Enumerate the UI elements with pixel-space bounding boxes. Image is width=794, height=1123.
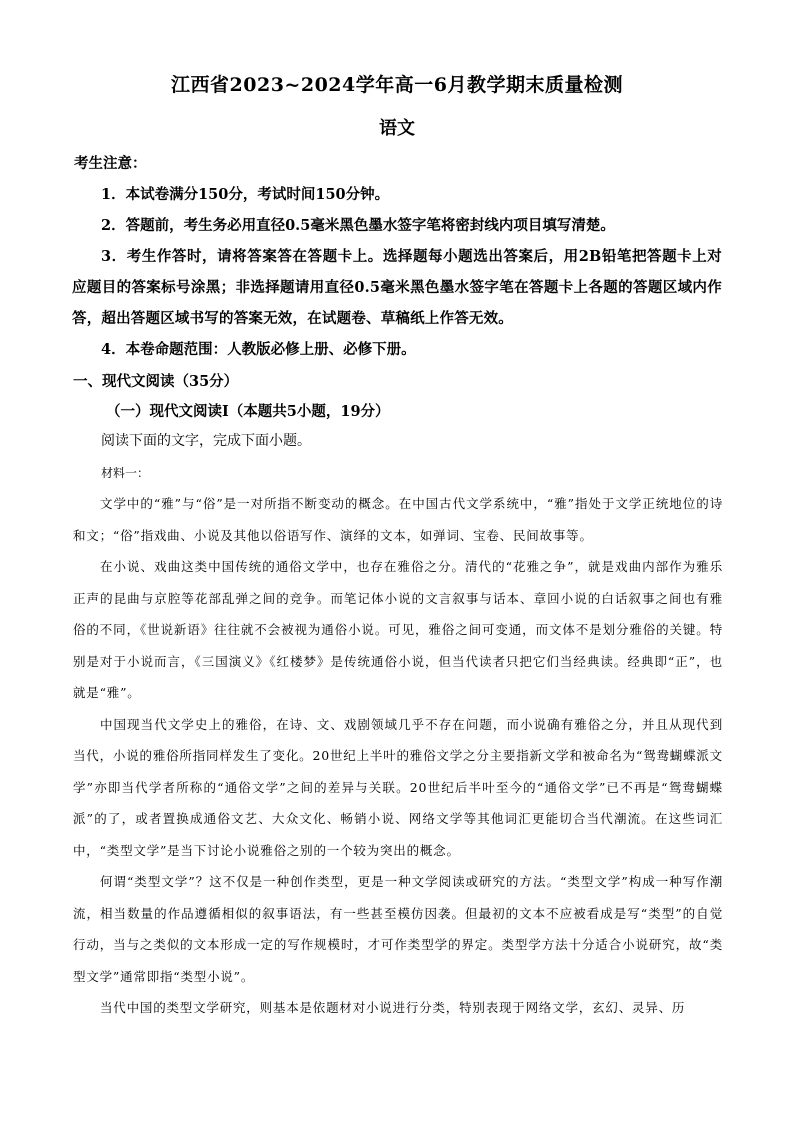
note-item-3: 3．考生作答时，请将答案答在答题卡上。选择题每小题选出答案后，用2B铅笔把答题卡上对应题目的答案标号涂黑；非选择题请用直径0.5毫米黑色墨水签字笔在答题卡上各题的答题区域内作答，超出答题区域书写的答案无效，在试题卷、草稿纸上作答无效。 xyxy=(72,248,722,327)
passage-paragraph: 文学中的“雅”与“俗”是一对所指不断变动的概念。在中国古代文学系统中，“雅”指处于文学正统地位的诗和文；“俗”指戏曲、小说及其他以俗语写作、演绎的文本，如弹词、宝卷、民间故事等。 xyxy=(73,496,723,543)
passage-paragraph: 当代中国的类型文学研究，则基本是依题材对小说进行分类，特别表现于网络文学，玄幻、灵异、历 xyxy=(100,1000,686,1015)
passage-paragraph: 在小说、戏曲这类中国传统的通俗文学中，也存在雅俗之分。清代的“花雅之争”，就是戏曲内部作为雅乐正声的昆曲与京腔等花部乱弹之间的竞争。而笔记体小说的文言叙事与话本、章回小说的白话叙事之间也有雅俗的不同，《世说新语》往往就不会被视为通俗小说。可见，雅俗之间可变通，而文体不是划分雅俗的关键。特别是对于小说而言，《三国演义》《红楼梦》是传统通俗小说，但当代读者只把它们当经典读。经典即“正”，也就是“雅”。 xyxy=(73,559,723,700)
notes-heading: 考生注意： xyxy=(74,155,147,172)
section-heading: 一、现代文阅读（35分） xyxy=(73,373,239,390)
exam-title: 江西省2023~2024学年高一6月教学期末质量检测 xyxy=(171,74,623,96)
reading-instruction: 阅读下面的文字，完成下面小题。 xyxy=(101,433,311,449)
passage-paragraph: 中国现当代文学史上的雅俗，在诗、文、戏剧领域几乎不存在问题，而小说确有雅俗之分，并且从现代到当代，小说的雅俗所指同样发生了变化。20世纪上半叶的雅俗文学之分主要指新文学和被命名为“鸳鸯蝴蝶派文学”亦即当代学者所称的“通俗文学”之间的差异与关联。20世纪后半叶至今的“通俗文学”已不再是“鸳鸯蝴蝶派”的了，或者置换成通俗文艺、大众文化、畅销小说、网络文学等其他词汇更能切合当代潮流。在这些词汇中，“类型文学”是当下讨论小说雅俗之别的一个较为突出的概念。 xyxy=(73,716,723,858)
note-item-4: 4．本卷命题范围：人教版必修上册、必修下册。 xyxy=(101,341,416,358)
exam-notes xyxy=(72,148,722,365)
reading-passage xyxy=(73,488,723,1024)
note-item-2: 2．答题前，考生务必用直径0.5毫米黑色墨水签字笔将密封线内项目填写清楚。 xyxy=(101,217,615,234)
material-label: 材料一： xyxy=(101,466,150,480)
note-item-1: 1．本试卷满分150分，考试时间150分钟。 xyxy=(101,186,390,203)
subsection-heading: （一）现代文阅读Ⅰ（本题共5小题，19分） xyxy=(106,403,390,420)
passage-paragraph: 何谓“类型文学”？这不仅是一种创作类型，更是一种文学阅读或研究的方法。“类型文学”构成一种写作潮流，相当数量的作品遵循相似的叙事语法，有一些甚至模仿因袭。但最初的文本不应被看成是写“类型”的自觉行动，当与之类似的文本形成一定的写作规模时，才可作类型学的界定。类型学方法十分适合小说研究，故“类型文学”通常即指“类型小说”。 xyxy=(73,874,723,984)
subject-title: 语文 xyxy=(379,118,415,139)
